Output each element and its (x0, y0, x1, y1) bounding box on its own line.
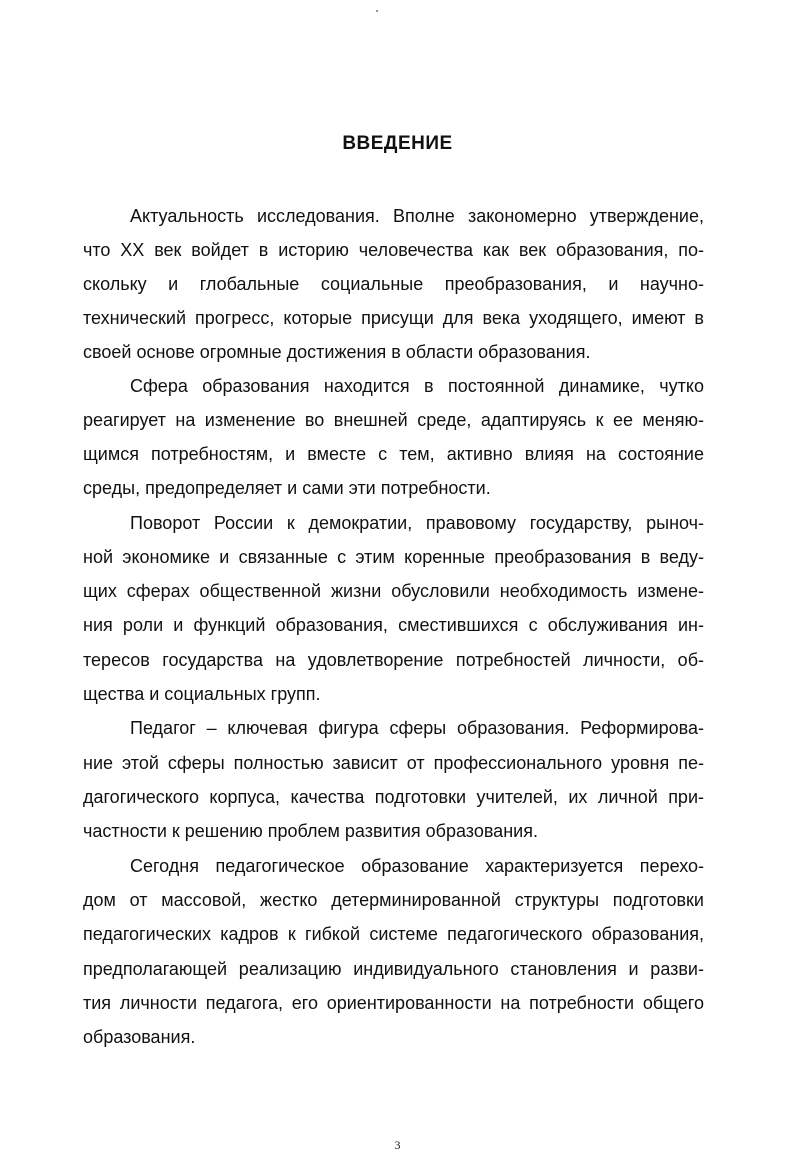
paragraph-2-line-1: Сфера образования находится в постоянной динамике, чутко (130, 376, 704, 396)
paragraph-5-line-4: предполагающей реализацию индивидуального становления и разви- (83, 959, 704, 979)
paragraph-1-line-2: что ХХ век войдет в историю человечества как век образования, по- (83, 240, 704, 260)
paragraph-4-line-1: Педагог – ключевая фигура сферы образования. Реформирова- (130, 718, 704, 738)
paragraph-5-line-2: дом от массовой, жестко детерминированной структуры подготовки (83, 890, 704, 910)
paragraph-4-line-4: частности к решению проблем развития образования. (83, 821, 538, 841)
paragraph-2-line-2: реагирует на изменение во внешней среде, адаптируясь к ее меняю- (83, 410, 704, 430)
scan-artifact (376, 10, 378, 12)
paragraph-5-line-3: педагогических кадров к гибкой системе педагогического образования, (83, 924, 704, 944)
paragraph-1-line-5: своей основе огромные достижения в области образования. (83, 342, 591, 362)
paragraph-3-line-2: ной экономике и связанные с этим коренные преобразования в веду- (83, 547, 704, 567)
paragraph-2-line-4: среды, предопределяет и сами эти потребности. (83, 478, 491, 498)
paragraph-5-line-1: Сегодня педагогическое образование характеризуется перехо- (130, 856, 704, 876)
page-title: ВВЕДЕНИЕ (342, 133, 453, 154)
paragraph-5-line-5: тия личности педагога, его ориентированности на потребности общего (83, 993, 704, 1013)
paragraph-1-line-1: Актуальность исследования. Вполне закономерно утверждение, (130, 206, 704, 226)
paragraph-2-line-3: щимся потребностям, и вместе с тем, активно влияя на состояние (83, 444, 704, 464)
paragraph-3-line-1: Поворот России к демократии, правовому государству, рыноч- (130, 513, 704, 533)
paragraph-1-line-4: технический прогресс, которые присущи для века уходящего, имеют в (83, 308, 704, 328)
paragraph-3-line-3: щих сферах общественной жизни обусловили необходимость измене- (83, 581, 704, 601)
page-number: 3 (394, 1138, 401, 1152)
paragraph-3-line-5: тересов государства на удовлетворение потребностей личности, об- (83, 650, 704, 670)
paragraph-4-line-2: ние этой сферы полностью зависит от профессионального уровня пе- (83, 753, 704, 773)
paragraph-4-line-3: дагогического корпуса, качества подготовки учителей, их личной при- (83, 787, 704, 807)
paragraph-3-line-4: ния роли и функций образования, сместившихся с обслуживания ин- (83, 615, 704, 635)
paragraph-1-line-3: скольку и глобальные социальные преобразования, и научно- (83, 274, 704, 294)
paragraph-3-line-6: щества и социальных групп. (83, 684, 321, 704)
paragraph-5-line-6: образования. (83, 1027, 196, 1047)
